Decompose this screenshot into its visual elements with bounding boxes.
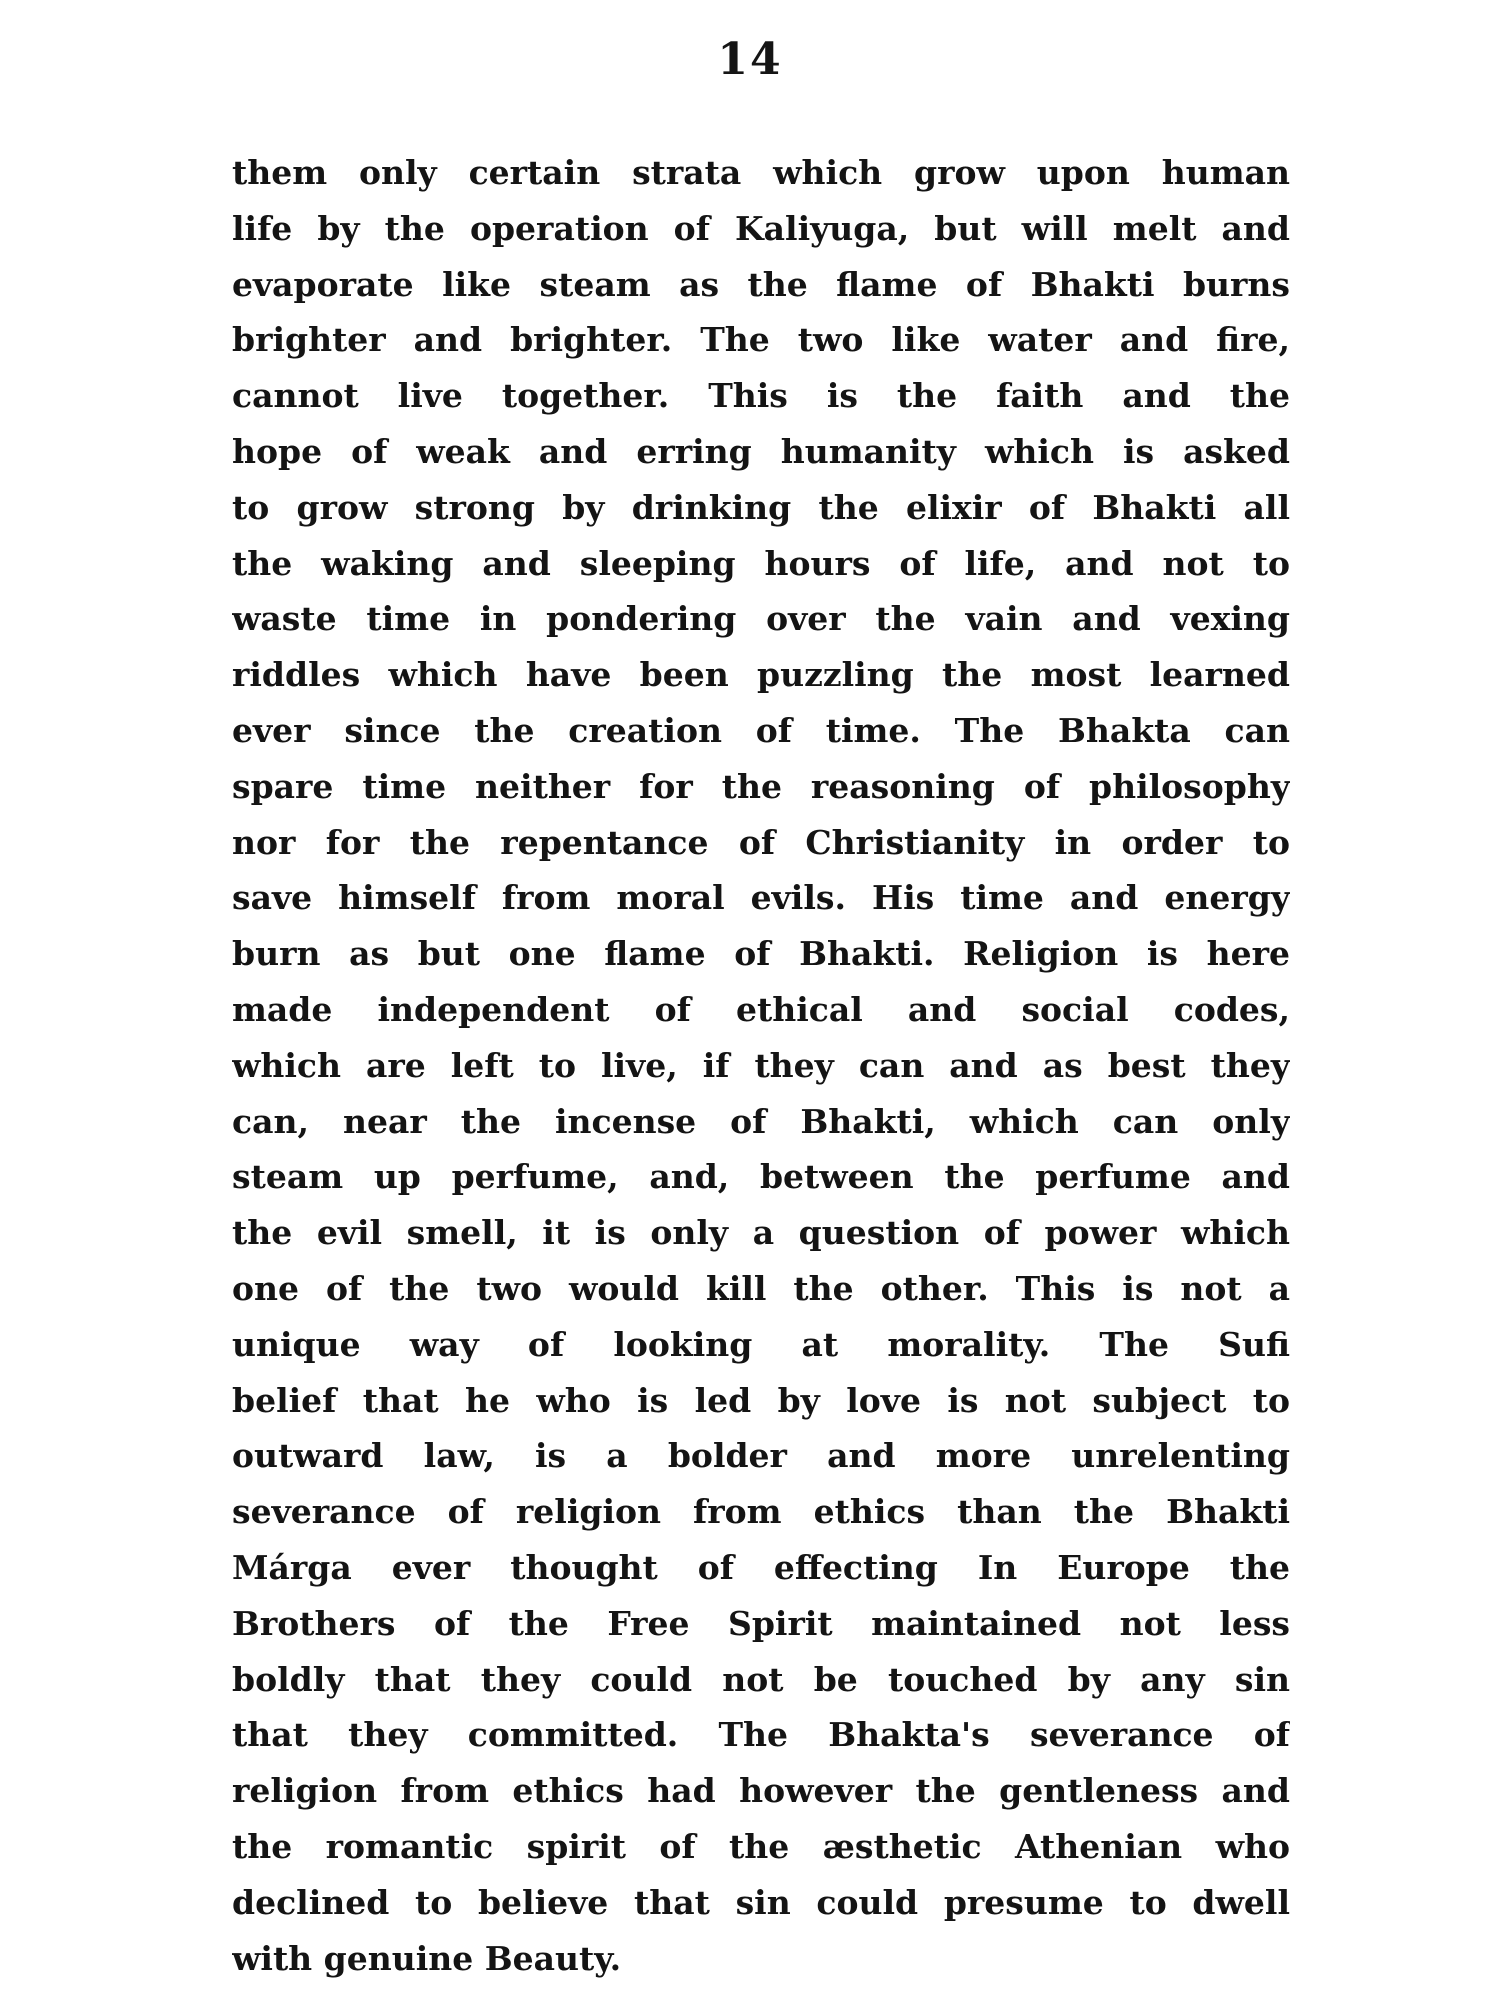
text-line: burn as but one flame of Bhakti. Religion is here	[232, 934, 1290, 974]
text-line: that they committed. The Bhakta's severance of	[232, 1715, 1290, 1755]
text-line: ever since the creation of time. The Bhakta can	[232, 710, 1290, 750]
text-line: unique way of looking at morality. The Sufi	[232, 1324, 1290, 1364]
text-line: which are left to live, if they can and as best they	[232, 1045, 1290, 1085]
text-line: belief that he who is led by love is not subject to	[232, 1380, 1290, 1420]
text-line: the waking and sleeping hours of life, and not to	[232, 543, 1290, 583]
text-line: save himself from moral evils. His time and energy	[232, 878, 1290, 918]
body-paragraph	[232, 145, 1290, 1986]
text-line: to grow strong by drinking the elixir of Bhakti all	[232, 487, 1290, 527]
text-line: outward law, is a bolder and more unrelenting	[232, 1436, 1290, 1476]
text-line: them only certain strata which grow upon human	[232, 153, 1290, 192]
text-line: steam up perfume, and, between the perfume and	[232, 1157, 1290, 1197]
text-line: nor for the repentance of Christianity in order to	[232, 822, 1290, 862]
page-number: 14	[717, 34, 783, 85]
text-line: hope of weak and erring humanity which is asked	[232, 431, 1290, 471]
text-line: boldly that they could not be touched by any sin	[232, 1659, 1290, 1699]
text-line: brighter and brighter. The two like water and fire,	[232, 320, 1290, 360]
text-line: one of the two would kill the other. This is not a	[232, 1268, 1290, 1308]
text-line: spare time neither for the reasoning of philosophy	[232, 766, 1290, 806]
text-line-last: with genuine Beauty.	[232, 1938, 622, 1978]
text-line: Márga ever thought of effecting In Europe the	[232, 1547, 1290, 1587]
text-line: can, near the incense of Bhakti, which can only	[232, 1101, 1290, 1141]
text-line: the evil smell, it is only a question of power which	[232, 1213, 1290, 1253]
text-line: evaporate like steam as the flame of Bhakti burns	[232, 264, 1290, 304]
text-line: declined to believe that sin could presume to dwell	[232, 1882, 1290, 1922]
text-line: riddles which have been puzzling the most learned	[232, 655, 1290, 695]
text-line: cannot live together. This is the faith and the	[232, 376, 1290, 416]
text-line: severance of religion from ethics than the Bhakti	[232, 1492, 1290, 1532]
text-line: life by the operation of Kaliyuga, but will melt and	[232, 208, 1290, 248]
text-line: made independent of ethical and social codes,	[232, 989, 1290, 1029]
text-line: waste time in pondering over the vain and vexing	[232, 599, 1290, 639]
text-line: religion from ethics had however the gentleness and	[232, 1771, 1290, 1811]
text-line: the romantic spirit of the æsthetic Athenian who	[232, 1826, 1290, 1866]
text-line: Brothers of the Free Spirit maintained not less	[232, 1603, 1290, 1643]
